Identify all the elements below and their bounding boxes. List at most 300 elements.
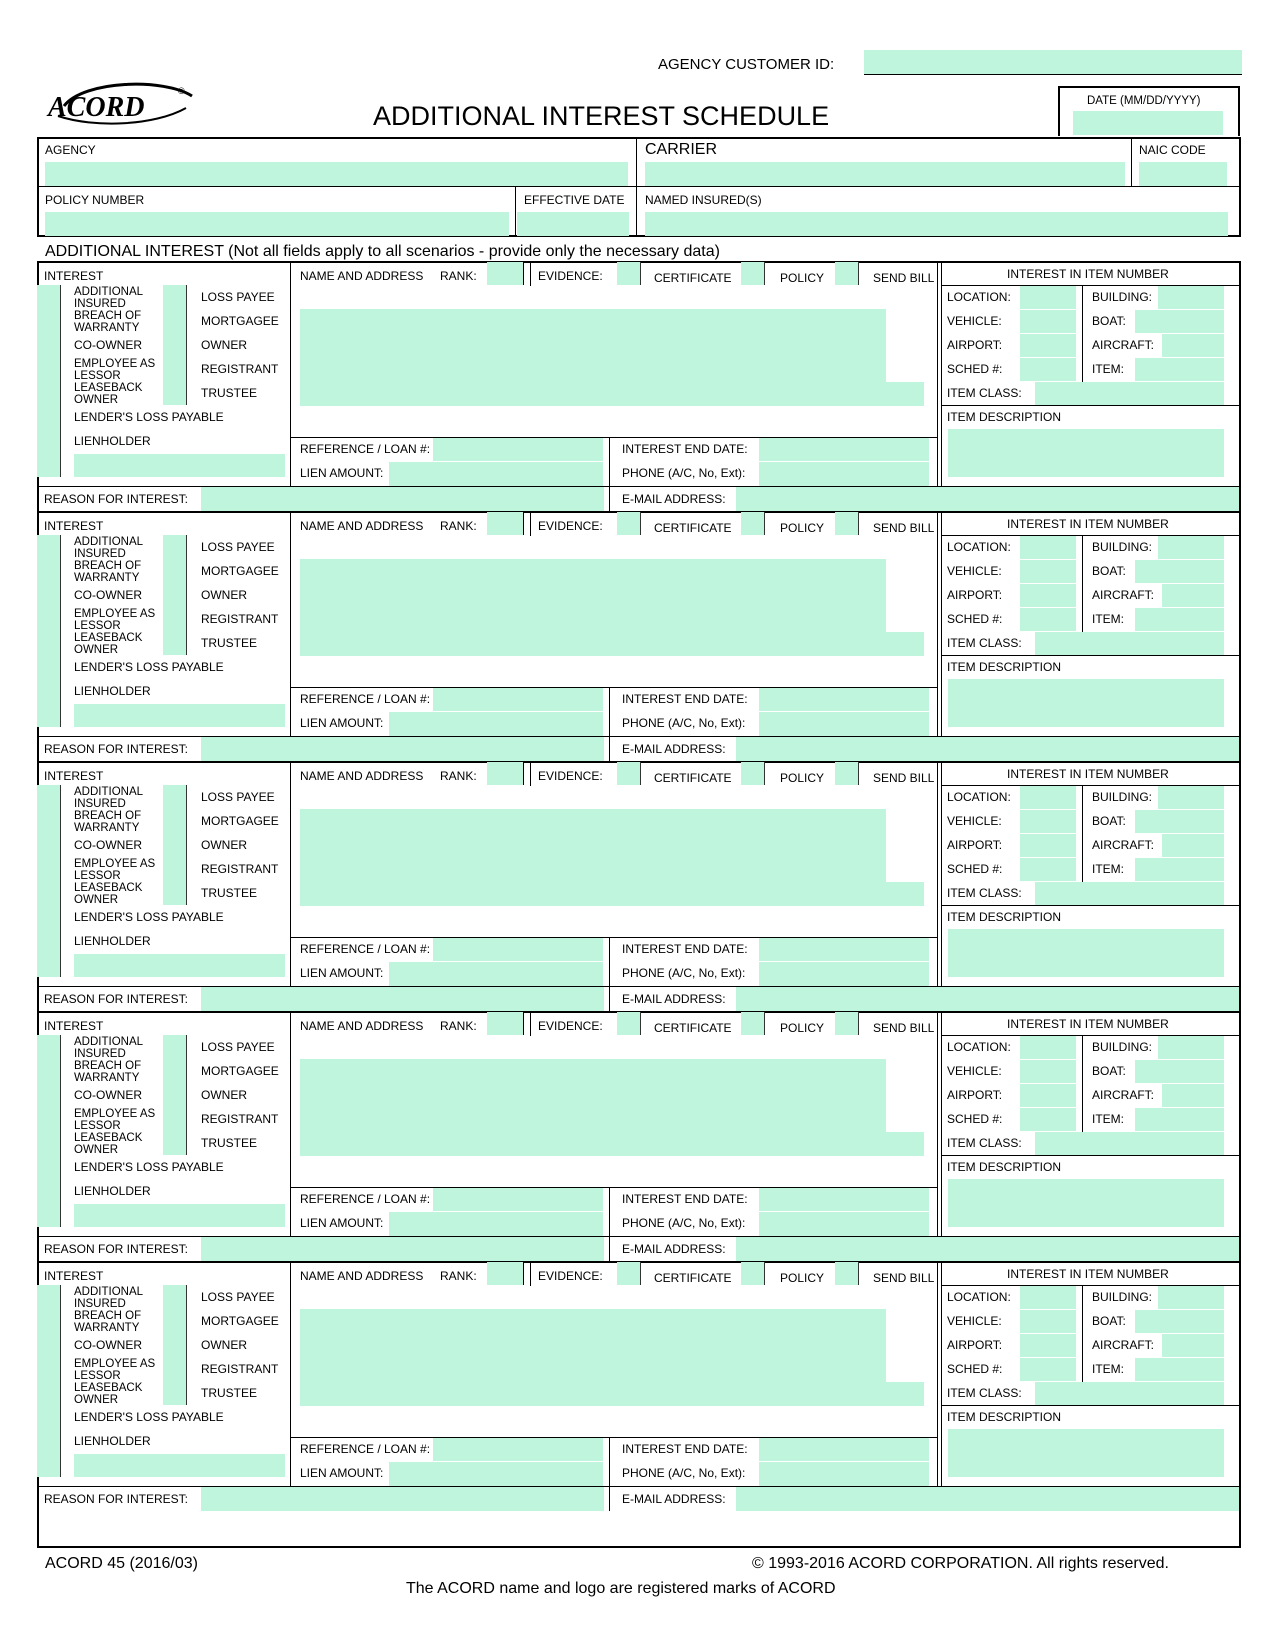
email-address-label: E-MAIL ADDRESS: bbox=[622, 1242, 726, 1256]
reason-for-interest-field[interactable] bbox=[201, 987, 604, 1011]
owner-checkbox[interactable] bbox=[163, 1333, 187, 1357]
evidence-label: EVIDENCE: bbox=[538, 769, 603, 783]
reference-loan-label: REFERENCE / LOAN #: bbox=[300, 1192, 431, 1206]
item-class-field[interactable] bbox=[1035, 1382, 1224, 1405]
aircraft-field[interactable] bbox=[1162, 1084, 1224, 1107]
trustee-checkbox[interactable] bbox=[163, 381, 187, 405]
loss-payee-checkbox[interactable] bbox=[163, 535, 187, 559]
name-and-address-field[interactable] bbox=[300, 809, 886, 882]
registrant-label: REGISTRANT bbox=[201, 362, 279, 376]
mortgagee-label: MORTGAGEE bbox=[201, 314, 279, 328]
policy-checkbox[interactable] bbox=[741, 1012, 765, 1035]
reference-loan-field[interactable] bbox=[433, 1438, 603, 1461]
co-owner-checkbox[interactable] bbox=[37, 583, 61, 607]
item-description-label: ITEM DESCRIPTION bbox=[947, 1410, 1062, 1424]
policy-checkbox[interactable] bbox=[741, 512, 765, 535]
additional-insured-checkbox[interactable] bbox=[37, 1285, 61, 1309]
named-insured-label: NAMED INSURED(S) bbox=[645, 193, 762, 207]
item-class-field[interactable] bbox=[1035, 882, 1224, 905]
owner-label: OWNER bbox=[201, 588, 247, 602]
owner-checkbox[interactable] bbox=[163, 333, 187, 357]
additional-insured-checkbox[interactable] bbox=[37, 285, 61, 309]
breach-of-warranty-checkbox[interactable] bbox=[37, 1309, 61, 1333]
mortgagee-label: MORTGAGEE bbox=[201, 814, 279, 828]
send-bill-label: SEND BILL bbox=[873, 1021, 935, 1035]
mortgagee-checkbox[interactable] bbox=[163, 809, 187, 833]
policy-checkbox[interactable] bbox=[741, 1262, 765, 1285]
interest-end-date-field[interactable] bbox=[759, 1188, 929, 1211]
item-class-field[interactable] bbox=[1035, 382, 1224, 405]
location-label: LOCATION: bbox=[947, 1290, 1011, 1304]
rank-field[interactable] bbox=[487, 262, 524, 285]
registrant-checkbox[interactable] bbox=[163, 607, 187, 631]
vehicle-label: VEHICLE: bbox=[947, 564, 1002, 578]
other-interest-field[interactable] bbox=[74, 1204, 285, 1227]
additional-insured-label: ADDITIONAL INSURED bbox=[74, 1286, 143, 1310]
employee-as-lessor-label: EMPLOYEE AS LESSOR bbox=[74, 1108, 156, 1132]
svg-text:®: ® bbox=[178, 86, 185, 96]
reason-for-interest-label: REASON FOR INTEREST: bbox=[44, 992, 189, 1006]
send-bill-checkbox[interactable] bbox=[835, 762, 859, 785]
name-and-address-field-last-line[interactable] bbox=[300, 1132, 924, 1156]
date-field[interactable] bbox=[1073, 111, 1223, 135]
employee-as-lessor-label: EMPLOYEE AS LESSOR bbox=[74, 1358, 156, 1382]
building-field[interactable] bbox=[1158, 286, 1224, 309]
sched-field[interactable] bbox=[1020, 858, 1076, 881]
lenders-loss-payable-label: LENDER'S LOSS PAYABLE bbox=[74, 410, 224, 424]
lenders-loss-payable-checkbox[interactable] bbox=[37, 905, 61, 929]
carrier-field[interactable] bbox=[645, 162, 1125, 186]
send-bill-checkbox[interactable] bbox=[835, 1262, 859, 1285]
location-field[interactable] bbox=[1020, 286, 1076, 309]
interest-end-date-label: INTEREST END DATE: bbox=[622, 1192, 748, 1206]
reason-for-interest-field[interactable] bbox=[201, 487, 604, 511]
leaseback-owner-label: LEASEBACK OWNER bbox=[74, 382, 143, 406]
airport-field[interactable] bbox=[1020, 1084, 1076, 1107]
additional-insured-label: ADDITIONAL INSURED bbox=[74, 786, 143, 810]
phone-field[interactable] bbox=[759, 462, 929, 486]
other-interest-checkbox[interactable] bbox=[37, 1203, 61, 1227]
building-label: BUILDING: bbox=[1092, 1290, 1153, 1304]
boat-label: BOAT: bbox=[1092, 1064, 1126, 1078]
name-and-address-field[interactable] bbox=[300, 1059, 886, 1132]
name-and-address-field[interactable] bbox=[300, 1309, 886, 1382]
interest-label: INTEREST bbox=[44, 769, 104, 783]
sched-field[interactable] bbox=[1020, 1358, 1076, 1381]
lenders-loss-payable-label: LENDER'S LOSS PAYABLE bbox=[74, 660, 224, 674]
loss-payee-checkbox[interactable] bbox=[163, 1035, 187, 1059]
interest-end-date-label: INTEREST END DATE: bbox=[622, 442, 748, 456]
phone-field[interactable] bbox=[759, 962, 929, 986]
rank-field[interactable] bbox=[487, 1262, 524, 1285]
building-field[interactable] bbox=[1158, 536, 1224, 559]
trustee-label: TRUSTEE bbox=[201, 1136, 258, 1150]
sched-field[interactable] bbox=[1020, 358, 1076, 381]
trustee-checkbox[interactable] bbox=[163, 631, 187, 655]
additional-insured-checkbox[interactable] bbox=[37, 1035, 61, 1059]
vehicle-field[interactable] bbox=[1020, 310, 1076, 333]
airport-field[interactable] bbox=[1020, 1334, 1076, 1357]
registrant-checkbox[interactable] bbox=[163, 1357, 187, 1381]
name-and-address-field-last-line[interactable] bbox=[300, 382, 924, 406]
co-owner-label: CO-OWNER bbox=[74, 1088, 142, 1102]
naic-code-field[interactable] bbox=[1139, 162, 1227, 186]
certificate-checkbox[interactable] bbox=[617, 1012, 641, 1035]
naic-code-label: NAIC CODE bbox=[1139, 143, 1206, 157]
building-field[interactable] bbox=[1158, 786, 1224, 809]
airport-field[interactable] bbox=[1020, 584, 1076, 607]
location-field[interactable] bbox=[1020, 786, 1076, 809]
reference-loan-field[interactable] bbox=[433, 1188, 603, 1211]
leaseback-owner-label: LEASEBACK OWNER bbox=[74, 1132, 143, 1156]
policy-checkbox[interactable] bbox=[741, 762, 765, 785]
mortgagee-checkbox[interactable] bbox=[163, 1059, 187, 1083]
boat-field[interactable] bbox=[1135, 560, 1224, 583]
breach-of-warranty-checkbox[interactable] bbox=[37, 809, 61, 833]
lienholder-checkbox[interactable] bbox=[37, 679, 61, 703]
policy-checkbox[interactable] bbox=[741, 262, 765, 285]
trustee-label: TRUSTEE bbox=[201, 886, 258, 900]
mortgagee-label: MORTGAGEE bbox=[201, 1314, 279, 1328]
item-label: ITEM: bbox=[1092, 612, 1124, 626]
phone-field[interactable] bbox=[759, 712, 929, 736]
owner-label: OWNER bbox=[201, 838, 247, 852]
trustee-checkbox[interactable] bbox=[163, 881, 187, 905]
airport-field[interactable] bbox=[1020, 834, 1076, 857]
email-address-field[interactable] bbox=[736, 487, 1239, 511]
item-class-field[interactable] bbox=[1035, 632, 1224, 655]
name-and-address-label: NAME AND ADDRESS bbox=[300, 1269, 424, 1283]
other-interest-checkbox[interactable] bbox=[37, 953, 61, 977]
co-owner-label: CO-OWNER bbox=[74, 338, 142, 352]
item-description-field[interactable] bbox=[948, 679, 1224, 727]
item-class-field[interactable] bbox=[1035, 1132, 1224, 1155]
building-label: BUILDING: bbox=[1092, 290, 1153, 304]
sched-label: SCHED #: bbox=[947, 612, 1003, 626]
interest-end-date-field[interactable] bbox=[759, 1438, 929, 1461]
sched-field[interactable] bbox=[1020, 608, 1076, 631]
certificate-checkbox[interactable] bbox=[617, 512, 641, 535]
boat-field[interactable] bbox=[1135, 1310, 1224, 1333]
trustee-checkbox[interactable] bbox=[163, 1381, 187, 1405]
leaseback-owner-checkbox[interactable] bbox=[37, 381, 61, 405]
item-class-label: ITEM CLASS: bbox=[947, 636, 1022, 650]
leaseback-owner-checkbox[interactable] bbox=[37, 1131, 61, 1155]
boat-label: BOAT: bbox=[1092, 1314, 1126, 1328]
lien-amount-label: LIEN AMOUNT: bbox=[300, 1216, 384, 1230]
interest-in-item-number-label: INTEREST IN ITEM NUMBER bbox=[1007, 1267, 1169, 1281]
leaseback-owner-checkbox[interactable] bbox=[37, 881, 61, 905]
interest-end-date-field[interactable] bbox=[759, 438, 929, 461]
reference-loan-field[interactable] bbox=[433, 688, 603, 711]
interest-label: INTEREST bbox=[44, 1019, 104, 1033]
boat-label: BOAT: bbox=[1092, 564, 1126, 578]
name-and-address-field-last-line[interactable] bbox=[300, 882, 924, 906]
reason-for-interest-label: REASON FOR INTEREST: bbox=[44, 742, 189, 756]
name-and-address-field-last-line[interactable] bbox=[300, 632, 924, 656]
lenders-loss-payable-checkbox[interactable] bbox=[37, 405, 61, 429]
other-interest-field[interactable] bbox=[74, 454, 285, 477]
item-field[interactable] bbox=[1135, 608, 1224, 631]
policy-label: POLICY bbox=[780, 1271, 825, 1285]
loss-payee-label: LOSS PAYEE bbox=[201, 290, 275, 304]
email-address-field[interactable] bbox=[736, 1237, 1239, 1261]
additional-insured-checkbox[interactable] bbox=[37, 785, 61, 809]
loss-payee-checkbox[interactable] bbox=[163, 1285, 187, 1309]
rank-label: RANK: bbox=[440, 519, 477, 533]
lien-amount-field[interactable] bbox=[389, 962, 603, 986]
boat-field[interactable] bbox=[1135, 810, 1224, 833]
certificate-checkbox[interactable] bbox=[617, 262, 641, 285]
lienholder-checkbox[interactable] bbox=[37, 929, 61, 953]
other-interest-checkbox[interactable] bbox=[37, 703, 61, 727]
policy-label: POLICY bbox=[780, 1021, 825, 1035]
vehicle-label: VEHICLE: bbox=[947, 1314, 1002, 1328]
additional-insured-label: ADDITIONAL INSURED bbox=[74, 1036, 143, 1060]
lien-amount-label: LIEN AMOUNT: bbox=[300, 716, 384, 730]
reason-for-interest-label: REASON FOR INTEREST: bbox=[44, 492, 189, 506]
form-title: ADDITIONAL INTEREST SCHEDULE bbox=[373, 101, 830, 131]
certificate-checkbox[interactable] bbox=[617, 762, 641, 785]
certificate-label: CERTIFICATE bbox=[654, 271, 732, 285]
boat-field[interactable] bbox=[1135, 310, 1224, 333]
mortgagee-checkbox[interactable] bbox=[163, 309, 187, 333]
rank-field[interactable] bbox=[487, 762, 524, 785]
location-label: LOCATION: bbox=[947, 540, 1011, 554]
name-and-address-label: NAME AND ADDRESS bbox=[300, 1019, 424, 1033]
breach-of-warranty-checkbox[interactable] bbox=[37, 559, 61, 583]
vehicle-label: VEHICLE: bbox=[947, 1064, 1002, 1078]
additional-interest-block-3 bbox=[37, 761, 1241, 1011]
employee-as-lessor-checkbox[interactable] bbox=[37, 1357, 61, 1381]
aircraft-field[interactable] bbox=[1162, 334, 1224, 357]
svg-text:ACORD: ACORD bbox=[48, 92, 145, 123]
trustee-checkbox[interactable] bbox=[163, 1131, 187, 1155]
co-owner-checkbox[interactable] bbox=[37, 1083, 61, 1107]
item-class-label: ITEM CLASS: bbox=[947, 1386, 1022, 1400]
item-description-field[interactable] bbox=[948, 1179, 1224, 1227]
other-interest-checkbox[interactable] bbox=[37, 1453, 61, 1477]
location-field[interactable] bbox=[1020, 536, 1076, 559]
reason-for-interest-field[interactable] bbox=[201, 1237, 604, 1261]
owner-label: OWNER bbox=[201, 338, 247, 352]
send-bill-checkbox[interactable] bbox=[835, 262, 859, 285]
reference-loan-label: REFERENCE / LOAN #: bbox=[300, 942, 431, 956]
item-description-label: ITEM DESCRIPTION bbox=[947, 660, 1062, 674]
airport-label: AIRPORT: bbox=[947, 338, 1003, 352]
registrant-label: REGISTRANT bbox=[201, 612, 279, 626]
employee-as-lessor-checkbox[interactable] bbox=[37, 607, 61, 631]
loss-payee-checkbox[interactable] bbox=[163, 785, 187, 809]
reason-for-interest-label: REASON FOR INTEREST: bbox=[44, 1492, 189, 1506]
item-description-field[interactable] bbox=[948, 929, 1224, 977]
vehicle-field[interactable] bbox=[1020, 1310, 1076, 1333]
mortgagee-checkbox[interactable] bbox=[163, 559, 187, 583]
owner-checkbox[interactable] bbox=[163, 833, 187, 857]
interest-in-item-number-label: INTEREST IN ITEM NUMBER bbox=[1007, 517, 1169, 531]
phone-label: PHONE (A/C, No, Ext): bbox=[622, 716, 746, 730]
breach-of-warranty-checkbox[interactable] bbox=[37, 309, 61, 333]
reason-for-interest-field[interactable] bbox=[201, 737, 604, 761]
interest-end-date-field[interactable] bbox=[759, 938, 929, 961]
employee-as-lessor-label: EMPLOYEE AS LESSOR bbox=[74, 858, 156, 882]
item-field[interactable] bbox=[1135, 1358, 1224, 1381]
agency-customer-id-field[interactable] bbox=[864, 50, 1242, 75]
policy-label: POLICY bbox=[780, 521, 825, 535]
name-and-address-field-last-line[interactable] bbox=[300, 1382, 924, 1406]
location-field[interactable] bbox=[1020, 1286, 1076, 1309]
agency-field[interactable] bbox=[45, 162, 628, 186]
rank-field[interactable] bbox=[487, 1012, 524, 1035]
lien-amount-field[interactable] bbox=[389, 462, 603, 486]
breach-of-warranty-checkbox[interactable] bbox=[37, 1059, 61, 1083]
boat-field[interactable] bbox=[1135, 1060, 1224, 1083]
sched-label: SCHED #: bbox=[947, 362, 1003, 376]
email-address-field[interactable] bbox=[736, 737, 1239, 761]
item-field[interactable] bbox=[1135, 858, 1224, 881]
lenders-loss-payable-checkbox[interactable] bbox=[37, 1155, 61, 1179]
employee-as-lessor-checkbox[interactable] bbox=[37, 1107, 61, 1131]
lien-amount-field[interactable] bbox=[389, 712, 603, 736]
email-address-label: E-MAIL ADDRESS: bbox=[622, 742, 726, 756]
lenders-loss-payable-checkbox[interactable] bbox=[37, 1405, 61, 1429]
vehicle-field[interactable] bbox=[1020, 810, 1076, 833]
certificate-checkbox[interactable] bbox=[617, 1262, 641, 1285]
breach-of-warranty-label: BREACH OF WARRANTY bbox=[74, 810, 142, 834]
phone-field[interactable] bbox=[759, 1462, 929, 1486]
phone-label: PHONE (A/C, No, Ext): bbox=[622, 1216, 746, 1230]
trustee-label: TRUSTEE bbox=[201, 386, 258, 400]
email-address-field[interactable] bbox=[736, 987, 1239, 1011]
breach-of-warranty-label: BREACH OF WARRANTY bbox=[74, 1060, 142, 1084]
leaseback-owner-label: LEASEBACK OWNER bbox=[74, 1382, 143, 1406]
policy-number-field[interactable] bbox=[45, 212, 509, 236]
co-owner-checkbox[interactable] bbox=[37, 333, 61, 357]
building-field[interactable] bbox=[1158, 1286, 1224, 1309]
additional-insured-label: ADDITIONAL INSURED bbox=[74, 286, 143, 310]
breach-of-warranty-label: BREACH OF WARRANTY bbox=[74, 1310, 142, 1334]
mortgagee-checkbox[interactable] bbox=[163, 1309, 187, 1333]
mortgagee-label: MORTGAGEE bbox=[201, 564, 279, 578]
lien-amount-field[interactable] bbox=[389, 1462, 603, 1486]
owner-checkbox[interactable] bbox=[163, 1083, 187, 1107]
vehicle-field[interactable] bbox=[1020, 560, 1076, 583]
certificate-label: CERTIFICATE bbox=[654, 771, 732, 785]
name-and-address-label: NAME AND ADDRESS bbox=[300, 519, 424, 533]
policy-number-label: POLICY NUMBER bbox=[45, 193, 145, 207]
registrant-checkbox[interactable] bbox=[163, 357, 187, 381]
email-address-label: E-MAIL ADDRESS: bbox=[622, 1492, 726, 1506]
location-label: LOCATION: bbox=[947, 290, 1011, 304]
airport-field[interactable] bbox=[1020, 334, 1076, 357]
agency-customer-id-label: AGENCY CUSTOMER ID: bbox=[658, 56, 835, 73]
item-label: ITEM: bbox=[1092, 1112, 1124, 1126]
lien-amount-field[interactable] bbox=[389, 1212, 603, 1236]
vehicle-field[interactable] bbox=[1020, 1060, 1076, 1083]
breach-of-warranty-label: BREACH OF WARRANTY bbox=[74, 560, 142, 584]
other-interest-field[interactable] bbox=[74, 704, 285, 727]
aircraft-label: AIRCRAFT: bbox=[1092, 838, 1155, 852]
send-bill-label: SEND BILL bbox=[873, 271, 935, 285]
reference-loan-field[interactable] bbox=[433, 938, 603, 961]
lienholder-label: LIENHOLDER bbox=[74, 684, 151, 698]
lienholder-checkbox[interactable] bbox=[37, 429, 61, 453]
email-address-field[interactable] bbox=[736, 1487, 1239, 1511]
name-and-address-label: NAME AND ADDRESS bbox=[300, 769, 424, 783]
name-and-address-label: NAME AND ADDRESS bbox=[300, 269, 424, 283]
effective-date-label: EFFECTIVE DATE bbox=[524, 193, 625, 207]
leaseback-owner-checkbox[interactable] bbox=[37, 631, 61, 655]
co-owner-checkbox[interactable] bbox=[37, 1333, 61, 1357]
additional-insured-checkbox[interactable] bbox=[37, 535, 61, 559]
item-field[interactable] bbox=[1135, 1108, 1224, 1131]
reference-loan-field[interactable] bbox=[433, 438, 603, 461]
breach-of-warranty-label: BREACH OF WARRANTY bbox=[74, 310, 142, 334]
send-bill-checkbox[interactable] bbox=[835, 512, 859, 535]
named-insured-field[interactable] bbox=[645, 212, 1228, 236]
building-field[interactable] bbox=[1158, 1036, 1224, 1059]
item-description-field[interactable] bbox=[948, 429, 1224, 477]
phone-field[interactable] bbox=[759, 1212, 929, 1236]
co-owner-checkbox[interactable] bbox=[37, 833, 61, 857]
registrant-checkbox[interactable] bbox=[163, 1107, 187, 1131]
reason-for-interest-field[interactable] bbox=[201, 1487, 604, 1511]
lienholder-checkbox[interactable] bbox=[37, 1429, 61, 1453]
lenders-loss-payable-checkbox[interactable] bbox=[37, 655, 61, 679]
send-bill-checkbox[interactable] bbox=[835, 1012, 859, 1035]
co-owner-label: CO-OWNER bbox=[74, 838, 142, 852]
registrant-label: REGISTRANT bbox=[201, 862, 279, 876]
lienholder-label: LIENHOLDER bbox=[74, 434, 151, 448]
interest-end-date-field[interactable] bbox=[759, 688, 929, 711]
other-interest-field[interactable] bbox=[74, 1454, 285, 1477]
aircraft-field[interactable] bbox=[1162, 834, 1224, 857]
registrant-checkbox[interactable] bbox=[163, 857, 187, 881]
interest-in-item-number-label: INTEREST IN ITEM NUMBER bbox=[1007, 767, 1169, 781]
additional-interest-block-5 bbox=[37, 1261, 1241, 1511]
aircraft-field[interactable] bbox=[1162, 584, 1224, 607]
sched-field[interactable] bbox=[1020, 1108, 1076, 1131]
owner-checkbox[interactable] bbox=[163, 583, 187, 607]
rank-field[interactable] bbox=[487, 512, 524, 535]
location-field[interactable] bbox=[1020, 1036, 1076, 1059]
name-and-address-field[interactable] bbox=[300, 309, 886, 382]
lienholder-label: LIENHOLDER bbox=[74, 934, 151, 948]
effective-date-field[interactable] bbox=[517, 212, 629, 236]
reason-for-interest-label: REASON FOR INTEREST: bbox=[44, 1242, 189, 1256]
aircraft-label: AIRCRAFT: bbox=[1092, 588, 1155, 602]
lienholder-label: LIENHOLDER bbox=[74, 1434, 151, 1448]
airport-label: AIRPORT: bbox=[947, 1088, 1003, 1102]
additional-interest-block-2 bbox=[37, 511, 1241, 761]
lienholder-checkbox[interactable] bbox=[37, 1179, 61, 1203]
leaseback-owner-checkbox[interactable] bbox=[37, 1381, 61, 1405]
agency-label: AGENCY bbox=[45, 143, 96, 157]
reference-loan-label: REFERENCE / LOAN #: bbox=[300, 692, 431, 706]
employee-as-lessor-checkbox[interactable] bbox=[37, 857, 61, 881]
rank-label: RANK: bbox=[440, 1269, 477, 1283]
name-and-address-field[interactable] bbox=[300, 559, 886, 632]
aircraft-field[interactable] bbox=[1162, 1334, 1224, 1357]
loss-payee-checkbox[interactable] bbox=[163, 285, 187, 309]
employee-as-lessor-checkbox[interactable] bbox=[37, 357, 61, 381]
item-description-field[interactable] bbox=[948, 1429, 1224, 1477]
email-address-label: E-MAIL ADDRESS: bbox=[622, 492, 726, 506]
other-interest-field[interactable] bbox=[74, 954, 285, 977]
other-interest-checkbox[interactable] bbox=[37, 453, 61, 477]
item-field[interactable] bbox=[1135, 358, 1224, 381]
owner-label: OWNER bbox=[201, 1338, 247, 1352]
